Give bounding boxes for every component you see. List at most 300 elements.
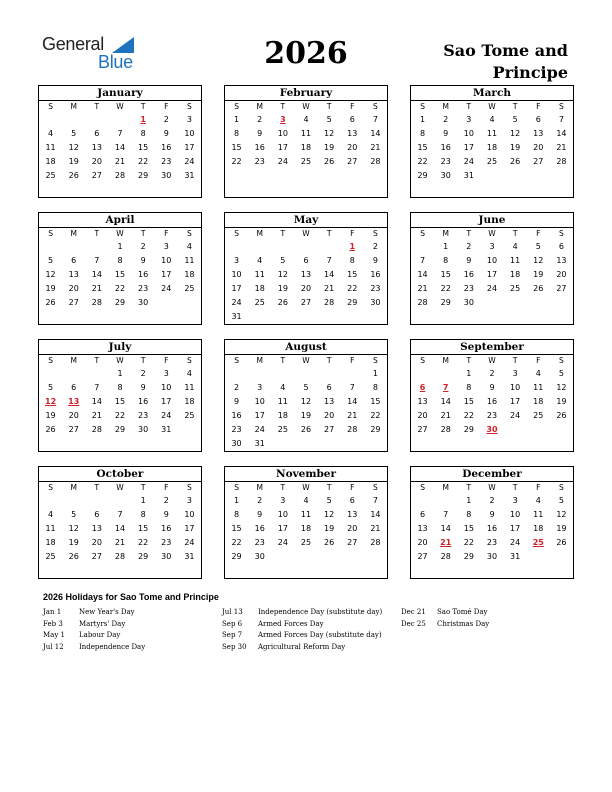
- day-cell: 21: [370, 524, 381, 533]
- day-cell: 25: [184, 284, 195, 293]
- holiday-row: [43, 607, 135, 619]
- weekday-header: S: [48, 102, 53, 111]
- day-cell: 15: [463, 397, 474, 406]
- day-cell: 23: [161, 538, 172, 547]
- day-cell: 11: [486, 129, 498, 138]
- day-cell: 13: [91, 143, 102, 152]
- day-cell: 5: [71, 129, 77, 138]
- empty-day-cell: [527, 169, 550, 183]
- day-cell: 22: [114, 411, 126, 420]
- day-cell: 31: [161, 425, 172, 434]
- weekday-header: S: [234, 102, 239, 111]
- day-cell: 20: [417, 411, 428, 420]
- empty-day-cell: [434, 494, 457, 508]
- month-name: May: [225, 213, 387, 228]
- day-cell: 23: [370, 284, 381, 293]
- day-cell: 7: [326, 256, 332, 265]
- day-cell: 17: [184, 524, 195, 533]
- day-cell: 26: [68, 171, 79, 180]
- weekday-header: F: [350, 229, 355, 238]
- day-cell: 27: [324, 425, 335, 434]
- month-name: November: [225, 467, 387, 482]
- day-cell: 15: [463, 524, 474, 533]
- day-cell: 27: [417, 552, 428, 561]
- empty-day-cell: [248, 240, 271, 254]
- day-cell: 29: [231, 552, 242, 561]
- weekday-header: S: [559, 483, 564, 492]
- empty-day-cell: [271, 550, 294, 564]
- country-name-line2: Principe: [492, 63, 568, 82]
- day-cell: 11: [45, 524, 56, 533]
- day-cell: 3: [163, 369, 169, 378]
- weekday-header: F: [350, 356, 355, 365]
- day-cell: 18: [45, 157, 56, 166]
- day-cell: 14: [417, 270, 428, 279]
- day-cell: 21: [440, 411, 451, 420]
- day-cell: 15: [417, 143, 428, 152]
- day-cell: 27: [533, 157, 544, 166]
- day-cell: 6: [303, 256, 309, 265]
- day-cell: 10: [254, 397, 265, 406]
- day-cell: 18: [486, 143, 498, 152]
- holidays-column: [401, 607, 490, 630]
- weekday-header: F: [164, 483, 169, 492]
- day-cell: 26: [533, 284, 544, 293]
- weekday-header: S: [187, 483, 192, 492]
- empty-day-cell: [39, 240, 62, 254]
- holiday-date: Jul 12: [43, 642, 64, 651]
- day-cell: 5: [303, 383, 309, 392]
- day-cell: 2: [140, 242, 146, 251]
- day-cell: 24: [184, 538, 195, 547]
- day-cell: 6: [349, 115, 355, 124]
- day-cell: 30: [161, 552, 172, 561]
- day-cell: 6: [326, 383, 332, 392]
- weekday-header: M: [70, 102, 77, 111]
- weekday-header: T: [280, 483, 286, 492]
- day-cell: 1: [420, 115, 426, 124]
- day-cell: 23: [463, 284, 474, 293]
- weekday-header: W: [302, 356, 310, 365]
- logo-blue-text: Blue: [98, 52, 133, 72]
- weekday-header: M: [442, 483, 449, 492]
- day-cell: 30: [254, 552, 265, 561]
- day-cell: 26: [510, 157, 521, 166]
- holiday-name: New Year's Day: [79, 608, 135, 616]
- day-cell: 8: [349, 256, 355, 265]
- day-cell: 10: [277, 129, 288, 138]
- day-cell: 19: [45, 284, 56, 293]
- holiday-row: [222, 642, 346, 654]
- country-name-line1: Sao Tome and: [443, 41, 568, 60]
- day-cell: 3: [257, 383, 263, 392]
- day-cell: 28: [91, 425, 102, 434]
- day-cell: 11: [533, 510, 544, 519]
- month-july: [38, 339, 202, 452]
- month-name: February: [225, 86, 387, 101]
- day-cell: 7: [94, 256, 100, 265]
- day-cell: 13: [417, 524, 428, 533]
- day-cell: 24: [231, 298, 242, 307]
- day-cell: 9: [234, 397, 240, 406]
- day-cell: 14: [91, 270, 102, 279]
- holiday-date: May 1: [43, 631, 65, 639]
- weekday-header: T: [512, 483, 518, 492]
- day-cell: 15: [114, 270, 126, 279]
- day-cell: 23: [138, 411, 149, 420]
- day-cell: 17: [254, 411, 265, 420]
- empty-day-cell: [271, 437, 294, 451]
- day-cell: 9: [257, 129, 263, 138]
- day-cell: 11: [254, 270, 265, 279]
- day-cell: 19: [45, 411, 56, 420]
- day-cell: 17: [510, 524, 521, 533]
- holiday-day-cell: 13: [68, 397, 80, 406]
- day-cell: 26: [300, 425, 312, 434]
- day-cell: 21: [91, 411, 102, 420]
- day-cell: 28: [370, 157, 381, 166]
- day-cell: 24: [161, 284, 172, 293]
- day-cell: 25: [300, 538, 312, 547]
- day-cell: 22: [138, 157, 149, 166]
- day-cell: 29: [114, 425, 126, 434]
- weekday-header: M: [70, 483, 77, 492]
- day-cell: 27: [556, 284, 567, 293]
- day-cell: 23: [254, 157, 265, 166]
- holiday-name: Agricultural Reform Day: [258, 642, 346, 651]
- holiday-day-cell: 30: [486, 425, 498, 434]
- day-cell: 4: [48, 510, 54, 519]
- empty-day-cell: [248, 367, 271, 381]
- empty-day-cell: [248, 310, 271, 324]
- day-cell: 6: [94, 129, 100, 138]
- day-cell: 31: [510, 552, 521, 561]
- day-cell: 9: [163, 129, 169, 138]
- day-cell: 21: [114, 157, 126, 166]
- month-name: January: [39, 86, 201, 101]
- day-cell: 24: [510, 538, 521, 547]
- holidays-title: 2026 Holidays for Sao Tome and Principe: [43, 592, 219, 602]
- day-cell: 15: [370, 397, 381, 406]
- weekday-header: S: [420, 356, 425, 365]
- day-cell: 28: [114, 552, 126, 561]
- weekday-header: S: [48, 356, 53, 365]
- weekday-header: T: [466, 483, 472, 492]
- day-cell: 6: [71, 256, 77, 265]
- empty-day-cell: [364, 310, 387, 324]
- weekday-header: W: [488, 102, 496, 111]
- holiday-name: Labour Day: [79, 631, 121, 639]
- day-cell: 12: [68, 524, 79, 533]
- day-cell: 17: [161, 270, 172, 279]
- holiday-date: Jul 13: [222, 608, 243, 616]
- day-cell: 11: [533, 383, 544, 392]
- day-cell: 23: [486, 411, 498, 420]
- holiday-name: Independence Day (substitute day): [258, 608, 383, 616]
- day-cell: 5: [558, 496, 564, 505]
- holiday-date: Dec 25: [401, 619, 426, 628]
- day-cell: 28: [417, 298, 428, 307]
- holiday-row: [401, 607, 488, 619]
- day-cell: 9: [140, 383, 146, 392]
- empty-day-cell: [108, 494, 131, 508]
- day-cell: 19: [533, 270, 544, 279]
- empty-day-cell: [62, 113, 85, 127]
- holiday-row: [43, 630, 121, 642]
- day-cell: 6: [420, 510, 426, 519]
- day-cell: 24: [184, 157, 195, 166]
- day-cell: 14: [440, 524, 451, 533]
- day-cell: 8: [443, 256, 449, 265]
- day-cell: 23: [138, 284, 149, 293]
- day-cell: 9: [140, 256, 146, 265]
- day-cell: 27: [68, 298, 79, 307]
- day-cell: 16: [254, 524, 265, 533]
- day-cell: 10: [510, 510, 521, 519]
- month-october: [38, 466, 202, 579]
- day-cell: 3: [512, 496, 518, 505]
- holiday-name: Armed Forces Day: [258, 619, 324, 628]
- day-cell: 4: [535, 496, 541, 505]
- weekday-header: S: [234, 483, 239, 492]
- day-cell: 13: [417, 397, 428, 406]
- weekday-header: T: [512, 229, 518, 238]
- month-november: [224, 466, 388, 579]
- day-cell: 4: [489, 115, 495, 124]
- weekday-header: W: [116, 102, 124, 111]
- month-name: October: [39, 467, 201, 482]
- day-cell: 20: [91, 157, 102, 166]
- month-name: March: [411, 86, 573, 101]
- holiday-row: [222, 619, 324, 631]
- country-name: [388, 40, 568, 84]
- holiday-row: [222, 607, 383, 619]
- empty-day-cell: [318, 240, 341, 254]
- weekday-header: W: [488, 356, 496, 365]
- empty-day-cell: [108, 113, 131, 127]
- day-cell: 5: [48, 256, 54, 265]
- day-cell: 29: [440, 298, 451, 307]
- day-cell: 29: [347, 298, 358, 307]
- day-cell: 16: [370, 270, 381, 279]
- day-cell: 19: [556, 397, 567, 406]
- empty-day-cell: [550, 423, 573, 437]
- day-cell: 10: [486, 256, 498, 265]
- day-cell: 21: [370, 143, 381, 152]
- day-cell: 20: [417, 538, 428, 547]
- weekday-header: W: [302, 102, 310, 111]
- day-cell: 17: [184, 143, 195, 152]
- day-cell: 17: [277, 143, 288, 152]
- day-cell: 10: [463, 129, 474, 138]
- weekday-header: W: [116, 356, 124, 365]
- day-cell: 16: [138, 270, 149, 279]
- day-cell: 19: [300, 411, 312, 420]
- month-april: [38, 212, 202, 325]
- day-cell: 15: [347, 270, 358, 279]
- empty-day-cell: [271, 240, 294, 254]
- day-cell: 5: [71, 510, 77, 519]
- day-cell: 4: [280, 383, 286, 392]
- day-cell: 30: [138, 298, 149, 307]
- weekday-header: M: [256, 102, 263, 111]
- day-cell: 15: [138, 524, 149, 533]
- month-name: September: [411, 340, 573, 355]
- month-name: April: [39, 213, 201, 228]
- day-cell: 15: [231, 524, 242, 533]
- weekday-header: S: [48, 229, 53, 238]
- empty-day-cell: [527, 296, 550, 310]
- day-cell: 3: [280, 496, 286, 505]
- holiday-day-cell: 1: [140, 115, 146, 124]
- day-cell: 8: [234, 129, 240, 138]
- day-cell: 25: [45, 552, 56, 561]
- empty-day-cell: [550, 169, 573, 183]
- weekday-header: S: [187, 356, 192, 365]
- day-cell: 12: [324, 129, 335, 138]
- weekday-header: S: [234, 229, 239, 238]
- day-cell: 1: [140, 496, 146, 505]
- day-cell: 25: [184, 411, 195, 420]
- day-cell: 26: [324, 538, 335, 547]
- day-cell: 22: [138, 538, 149, 547]
- weekday-header: S: [420, 229, 425, 238]
- day-cell: 24: [161, 411, 172, 420]
- day-cell: 12: [510, 129, 521, 138]
- weekday-header: T: [466, 356, 472, 365]
- day-cell: 11: [510, 256, 521, 265]
- weekday-header: M: [256, 483, 263, 492]
- day-cell: 24: [277, 157, 288, 166]
- day-cell: 29: [138, 552, 149, 561]
- day-cell: 28: [324, 298, 335, 307]
- day-cell: 7: [349, 383, 355, 392]
- weekday-header: T: [140, 102, 146, 111]
- day-cell: 14: [91, 397, 102, 406]
- empty-day-cell: [527, 550, 550, 564]
- day-cell: 29: [463, 425, 474, 434]
- weekday-header: W: [302, 229, 310, 238]
- day-cell: 28: [440, 552, 451, 561]
- holiday-row: [222, 630, 382, 642]
- weekday-header: F: [164, 229, 169, 238]
- day-cell: 16: [231, 411, 242, 420]
- day-cell: 26: [45, 425, 56, 434]
- day-cell: 7: [558, 115, 564, 124]
- weekday-header: T: [280, 356, 286, 365]
- empty-day-cell: [178, 423, 201, 437]
- day-cell: 13: [347, 129, 358, 138]
- day-cell: 16: [138, 397, 149, 406]
- weekday-header: T: [466, 102, 472, 111]
- day-cell: 3: [512, 369, 518, 378]
- empty-day-cell: [294, 310, 317, 324]
- day-cell: 20: [68, 284, 79, 293]
- empty-day-cell: [62, 240, 85, 254]
- day-cell: 6: [349, 496, 355, 505]
- day-cell: 2: [257, 115, 263, 124]
- day-cell: 29: [138, 171, 149, 180]
- day-cell: 20: [300, 284, 312, 293]
- day-cell: 20: [347, 143, 358, 152]
- day-cell: 9: [489, 510, 495, 519]
- month-september: [410, 339, 574, 452]
- weekday-header: S: [420, 102, 425, 111]
- day-cell: 24: [277, 538, 288, 547]
- weekday-header: W: [302, 483, 310, 492]
- day-cell: 13: [533, 129, 544, 138]
- day-cell: 9: [372, 256, 378, 265]
- day-cell: 21: [347, 411, 358, 420]
- day-cell: 26: [556, 411, 567, 420]
- weekday-header: W: [116, 229, 124, 238]
- empty-day-cell: [480, 296, 503, 310]
- empty-day-cell: [411, 367, 434, 381]
- day-cell: 31: [184, 552, 195, 561]
- day-cell: 11: [277, 397, 288, 406]
- weekday-header: W: [116, 483, 124, 492]
- holiday-day-cell: 25: [532, 538, 544, 547]
- day-cell: 20: [324, 411, 335, 420]
- day-cell: 22: [114, 284, 126, 293]
- day-cell: 9: [466, 256, 472, 265]
- day-cell: 24: [486, 284, 498, 293]
- day-cell: 22: [440, 284, 451, 293]
- day-cell: 5: [326, 115, 332, 124]
- weekday-header: T: [512, 356, 518, 365]
- day-cell: 3: [466, 115, 472, 124]
- weekday-header: F: [536, 483, 541, 492]
- day-cell: 5: [280, 256, 286, 265]
- empty-day-cell: [39, 494, 62, 508]
- weekday-header: W: [488, 483, 496, 492]
- holiday-row: [43, 642, 146, 654]
- day-cell: 13: [347, 510, 358, 519]
- weekday-header: S: [373, 229, 378, 238]
- empty-day-cell: [62, 367, 85, 381]
- empty-day-cell: [85, 494, 108, 508]
- day-cell: 20: [91, 538, 102, 547]
- empty-day-cell: [318, 367, 341, 381]
- day-cell: 1: [234, 115, 240, 124]
- day-cell: 15: [138, 143, 149, 152]
- day-cell: 21: [114, 538, 126, 547]
- day-cell: 4: [186, 242, 192, 251]
- holiday-row: [43, 619, 126, 631]
- empty-day-cell: [504, 423, 527, 437]
- day-cell: 30: [463, 298, 474, 307]
- empty-day-cell: [504, 296, 527, 310]
- day-cell: 19: [556, 524, 567, 533]
- holiday-day-cell: 3: [280, 115, 286, 124]
- day-cell: 4: [48, 129, 54, 138]
- holiday-date: Jan 1: [43, 608, 62, 616]
- day-cell: 2: [466, 242, 472, 251]
- empty-day-cell: [85, 240, 108, 254]
- day-cell: 11: [184, 256, 195, 265]
- day-cell: 5: [326, 496, 332, 505]
- day-cell: 14: [114, 143, 126, 152]
- empty-day-cell: [434, 367, 457, 381]
- day-cell: 20: [556, 270, 567, 279]
- day-cell: 25: [486, 157, 498, 166]
- weekday-header: F: [536, 356, 541, 365]
- day-cell: 19: [510, 143, 521, 152]
- month-may: [224, 212, 388, 325]
- day-cell: 18: [300, 143, 312, 152]
- day-cell: 16: [486, 524, 498, 533]
- empty-day-cell: [341, 367, 364, 381]
